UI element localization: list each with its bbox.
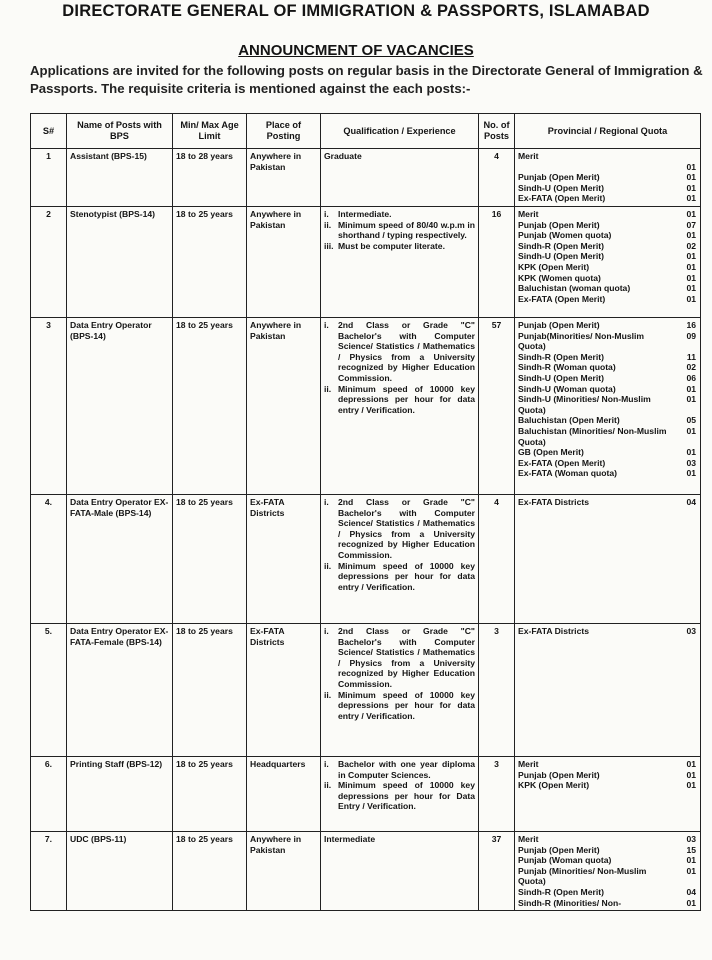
- table-row: [31, 206, 701, 317]
- place-of-posting: Ex-FATA Districts: [247, 494, 321, 623]
- quota-count: 15: [686, 844, 696, 855]
- qualification-marker: i.: [324, 496, 329, 507]
- qualification-text: 2nd Class or Grade "C" Bachelor's with Computer Science/ Statistics / Mathematics / Physics from a University recognized by Higher Education Commission.: [338, 496, 475, 560]
- number-of-posts: 4: [479, 149, 515, 207]
- qualification-text: Intermediate.: [338, 208, 392, 219]
- qualification-marker: i.: [324, 319, 329, 330]
- qualification-marker: i.: [324, 625, 329, 636]
- post-name: Data Entry Operator (BPS-14): [67, 317, 173, 494]
- quota-entry: [518, 866, 696, 887]
- quota-cell: [515, 206, 701, 317]
- age-limit: 18 to 25 years: [173, 317, 247, 494]
- age-limit: 18 to 25 years: [173, 831, 247, 910]
- age-limit: 18 to 25 years: [173, 206, 247, 317]
- quota-count: 07: [686, 219, 696, 230]
- quota-entry: [518, 320, 696, 331]
- qualification-item: [324, 241, 475, 252]
- quota-entry: [518, 415, 696, 426]
- qualification-marker: i.: [324, 208, 329, 219]
- qualification-text: Must be computer literate.: [338, 240, 445, 251]
- quota-entry: [518, 458, 696, 469]
- age-limit: 18 to 25 years: [173, 623, 247, 756]
- quota-region: Baluchistan (woman quota): [518, 283, 631, 294]
- age-limit: 18 to 28 years: [173, 149, 247, 207]
- qualification-list: [324, 626, 475, 721]
- quota-count: 02: [686, 240, 696, 251]
- table-body: [31, 149, 701, 911]
- post-name: UDC (BPS-11): [67, 831, 173, 910]
- quota-count: 01: [686, 865, 696, 876]
- qualification-cell: [321, 206, 479, 317]
- header-post-name: Name of Posts with BPS: [67, 114, 173, 149]
- table-row: [31, 149, 701, 207]
- quota-cell: [515, 494, 701, 623]
- quota-region: KPK (Open Merit): [518, 780, 590, 791]
- quota-entry: [518, 209, 696, 220]
- quota-cell: [515, 756, 701, 831]
- page-title: DIRECTORATE GENERAL OF IMMIGRATION & PASSPORTS, ISLAMABAD: [62, 2, 650, 20]
- quota-entry: [518, 172, 696, 183]
- quota-region: Punjab (Women quota): [518, 230, 612, 241]
- quota-region: Punjab (Open Merit): [518, 844, 600, 855]
- qualification-cell: [321, 494, 479, 623]
- qualification-text: Minimum speed of 10000 key depressions per hour for Data Entry / Verification.: [338, 780, 475, 812]
- qualification-marker: ii.: [324, 219, 332, 230]
- quota-region: Merit: [518, 208, 539, 219]
- quota-entry: [518, 447, 696, 458]
- qualification-item: [324, 384, 475, 416]
- qualification-item: [324, 780, 475, 812]
- qualification-list: [324, 320, 475, 415]
- quota-region: Punjab (Minorities/ Non-Muslim Quota): [518, 865, 647, 887]
- place-of-posting: Headquarters: [247, 756, 321, 831]
- quota-cell: [515, 623, 701, 756]
- quota-region: Sindh-U (Open Merit): [518, 182, 604, 193]
- number-of-posts: 37: [479, 831, 515, 910]
- table-row: [31, 831, 701, 910]
- number-of-posts: 16: [479, 206, 515, 317]
- quota-count: 01: [686, 251, 696, 262]
- quota-count: 03: [686, 625, 696, 636]
- announcement-heading: ANNOUNCMENT OF VACANCIES: [238, 42, 474, 59]
- quota-region: KPK (Women quota): [518, 272, 601, 283]
- quota-region: Sindh-U (Minorities/ Non-Muslim Quota): [518, 394, 651, 415]
- quota-count: 16: [686, 319, 696, 330]
- quota-entry: [518, 887, 696, 898]
- age-limit: 18 to 25 years: [173, 756, 247, 831]
- quota-region: Punjab (Open Merit): [518, 172, 600, 183]
- quota-count: 02: [686, 362, 696, 373]
- qualification-list: [324, 497, 475, 592]
- qualification-item: [324, 320, 475, 384]
- quota-region: KPK (Open Merit): [518, 261, 590, 272]
- quota-entry: [518, 331, 696, 352]
- qualification-item: [324, 209, 475, 220]
- quota-region: Punjab (Open Merit): [518, 319, 600, 330]
- place-of-posting: Anywhere in Pakistan: [247, 317, 321, 494]
- quota-region: Ex-FATA Districts: [518, 625, 589, 636]
- table-header-row: [31, 114, 701, 149]
- qualification-marker: ii.: [324, 689, 332, 700]
- post-name: Assistant (BPS-15): [67, 149, 173, 207]
- number-of-posts: 3: [479, 623, 515, 756]
- quota-region: Merit: [518, 833, 539, 844]
- quota-entry: [518, 294, 696, 305]
- qualification-marker: ii.: [324, 780, 332, 791]
- quota-count: 04: [686, 886, 696, 897]
- quota-count: 01: [686, 230, 696, 241]
- quota-region: Sindh-R (Minorities/ Non-: [518, 897, 622, 908]
- quota-count: 06: [686, 372, 696, 383]
- quota-region: Ex-FATA (Woman quota): [518, 468, 617, 479]
- table-row: [31, 317, 701, 494]
- quota-count: 11: [686, 351, 696, 362]
- quota-region: GB (Open Merit): [518, 447, 584, 458]
- quota-count: 01: [686, 261, 696, 272]
- row-serial: 6.: [31, 756, 67, 831]
- quota-count: 03: [686, 833, 696, 844]
- quota-region: Ex-FATA (Open Merit): [518, 457, 606, 468]
- place-of-posting: Anywhere in Pakistan: [247, 149, 321, 207]
- qualification-item: [324, 561, 475, 593]
- post-name: Printing Staff (BPS-12): [67, 756, 173, 831]
- header-qualification: Qualification / Experience: [321, 114, 479, 149]
- age-limit: 18 to 25 years: [173, 494, 247, 623]
- header-place-of-posting: Place of Posting: [247, 114, 321, 149]
- quota-entry: [518, 273, 696, 284]
- table-row: [31, 623, 701, 756]
- quota-count: 01: [686, 769, 696, 780]
- quota-entry: [518, 251, 696, 262]
- quota-entry: [518, 770, 696, 781]
- quota-count: 01: [686, 447, 696, 458]
- post-name: Data Entry Operator EX-FATA-Female (BPS-14): [67, 623, 173, 756]
- qualification-text: 2nd Class or Grade "C" Bachelor's with Computer Science/ Statistics / Mathematics / Physics from a University recognized by Higher Education Commission.: [338, 625, 475, 689]
- quota-entry: [518, 898, 696, 909]
- quota-region: Baluchistan (Open Merit): [518, 415, 620, 426]
- quota-count: 01: [686, 293, 696, 304]
- qualification-text: Minimum speed of 10000 key depressions per hour for data entry / Verification.: [338, 383, 475, 415]
- vacancies-table: [30, 113, 701, 911]
- row-serial: 5.: [31, 623, 67, 756]
- table-row: [31, 494, 701, 623]
- quota-entry: [518, 362, 696, 373]
- header-age-limit: Min/ Max Age Limit: [173, 114, 247, 149]
- post-name: Data Entry Operator EX-FATA-Male (BPS-14): [67, 494, 173, 623]
- qualification-item: [324, 220, 475, 241]
- header-no-of-posts: No. of Posts: [479, 114, 515, 149]
- quota-count: 04: [686, 496, 696, 507]
- qualification-text: Minimum speed of 80/40 w.p.m in shorthand / typing respectively.: [338, 219, 475, 241]
- quota-count: 01: [686, 161, 696, 172]
- qualification-item: [324, 626, 475, 690]
- quota-entry: [518, 283, 696, 294]
- quota-entry: [518, 162, 696, 173]
- qualification-marker: ii.: [324, 560, 332, 571]
- quota-cell: [515, 831, 701, 910]
- quota-region: Ex-FATA Districts: [518, 496, 589, 507]
- number-of-posts: 57: [479, 317, 515, 494]
- quota-entry: [518, 780, 696, 791]
- header-sr: S#: [31, 114, 67, 149]
- quota-entry: [518, 497, 696, 508]
- quota-cell: [515, 317, 701, 494]
- quota-count: 01: [686, 425, 696, 436]
- number-of-posts: 4: [479, 494, 515, 623]
- quota-region: Sindh-R (Woman quota): [518, 362, 616, 373]
- qualification-text: Minimum speed of 10000 key depressions per hour for data entry / Verification.: [338, 560, 475, 592]
- quota-count: [674, 151, 696, 162]
- quota-count: 01: [686, 383, 696, 394]
- quota-count: 01: [686, 897, 696, 908]
- quota-region: [518, 162, 674, 173]
- quota-count: 01: [686, 182, 696, 193]
- qualification-cell: [321, 623, 479, 756]
- quota-region: Sindh-U (Open Merit): [518, 372, 604, 383]
- quota-region: Punjab (Open Merit): [518, 769, 600, 780]
- quota-entry: [518, 468, 696, 479]
- qualification-marker: i.: [324, 758, 329, 769]
- quota-count: 01: [686, 468, 696, 479]
- quota-entry: [518, 352, 696, 363]
- place-of-posting: Ex-FATA Districts: [247, 623, 321, 756]
- row-serial: 2: [31, 206, 67, 317]
- table-row: [31, 756, 701, 831]
- quota-count: 01: [686, 272, 696, 283]
- quota-region: Baluchistan (Minorities/ Non-Muslim Quota): [518, 425, 667, 447]
- number-of-posts: 3: [479, 756, 515, 831]
- quota-entry: [518, 262, 696, 273]
- quota-entry: [518, 230, 696, 241]
- quota-region: Merit: [518, 151, 539, 161]
- place-of-posting: Anywhere in Pakistan: [247, 206, 321, 317]
- quota-count: 05: [686, 415, 696, 426]
- quota-entry: [518, 193, 696, 204]
- qualification-list: [324, 759, 475, 812]
- quota-entry: [518, 241, 696, 252]
- qualification-marker: ii.: [324, 383, 332, 394]
- quota-region: Sindh-R (Open Merit): [518, 886, 604, 897]
- intro-paragraph: Applications are invited for the following posts on regular basis in the Directorate General of Immigration & Passports. The requisite criteria is mentioned against the each posts:-: [30, 63, 703, 96]
- quota-entry: [518, 384, 696, 395]
- quota-count: 01: [686, 172, 696, 183]
- quota-region: Sindh-U (Open Merit): [518, 251, 604, 262]
- qualification-list: [324, 209, 475, 251]
- quota-region: Merit: [518, 758, 539, 769]
- qualification-text: Minimum speed of 10000 key depressions per hour for data entry / Verification.: [338, 689, 475, 721]
- quota-region: Sindh-U (Woman quota): [518, 383, 616, 394]
- qualification-cell: Intermediate: [321, 831, 479, 910]
- qualification-item: [324, 497, 475, 561]
- quota-count: 09: [686, 330, 696, 341]
- quota-region: Ex-FATA (Open Merit): [518, 193, 606, 204]
- place-of-posting: Anywhere in Pakistan: [247, 831, 321, 910]
- qualification-cell: [321, 756, 479, 831]
- qualification-item: [324, 690, 475, 722]
- quota-entry: [518, 373, 696, 384]
- qualification-text: Bachelor with one year diploma in Computer Sciences.: [338, 758, 475, 780]
- post-name: Stenotypist (BPS-14): [67, 206, 173, 317]
- quota-region: Ex-FATA (Open Merit): [518, 293, 606, 304]
- qualification-text: 2nd Class or Grade "C" Bachelor's with Computer Science/ Statistics / Mathematics / Physics from a University recognized by Higher Education Commission.: [338, 319, 475, 383]
- header-quota: Provincial / Regional Quota: [515, 114, 701, 149]
- quota-region: Punjab (Open Merit): [518, 219, 600, 230]
- row-serial: 1: [31, 149, 67, 207]
- qualification-cell: Graduate: [321, 149, 479, 207]
- quota-region: Sindh-R (Open Merit): [518, 351, 604, 362]
- quota-entry: [518, 626, 696, 637]
- qualification-marker: iii.: [324, 240, 334, 251]
- quota-count: 01: [686, 208, 696, 219]
- quota-entry: [518, 855, 696, 866]
- quota-entry: [518, 151, 696, 162]
- quota-count: 01: [686, 780, 696, 791]
- qualification-item: [324, 759, 475, 780]
- row-serial: 3: [31, 317, 67, 494]
- qualification-cell: [321, 317, 479, 494]
- quota-count: 01: [686, 283, 696, 294]
- quota-region: Punjab (Woman quota): [518, 855, 612, 866]
- quota-count: 01: [686, 193, 696, 204]
- quota-cell: [515, 149, 701, 207]
- quota-entry: [518, 426, 696, 447]
- quota-entry: [518, 834, 696, 845]
- quota-count: 01: [686, 855, 696, 866]
- quota-region: Punjab(Minorities/ Non-Muslim Quota): [518, 330, 645, 352]
- quota-entry: [518, 183, 696, 194]
- quota-entry: [518, 759, 696, 770]
- row-serial: 4.: [31, 494, 67, 623]
- quota-count: 01: [686, 394, 696, 405]
- quota-entry: [518, 845, 696, 856]
- quota-count: 03: [686, 457, 696, 468]
- quota-entry: [518, 394, 696, 415]
- quota-count: 01: [686, 758, 696, 769]
- row-serial: 7.: [31, 831, 67, 910]
- quota-region: Sindh-R (Open Merit): [518, 240, 604, 251]
- quota-entry: [518, 220, 696, 231]
